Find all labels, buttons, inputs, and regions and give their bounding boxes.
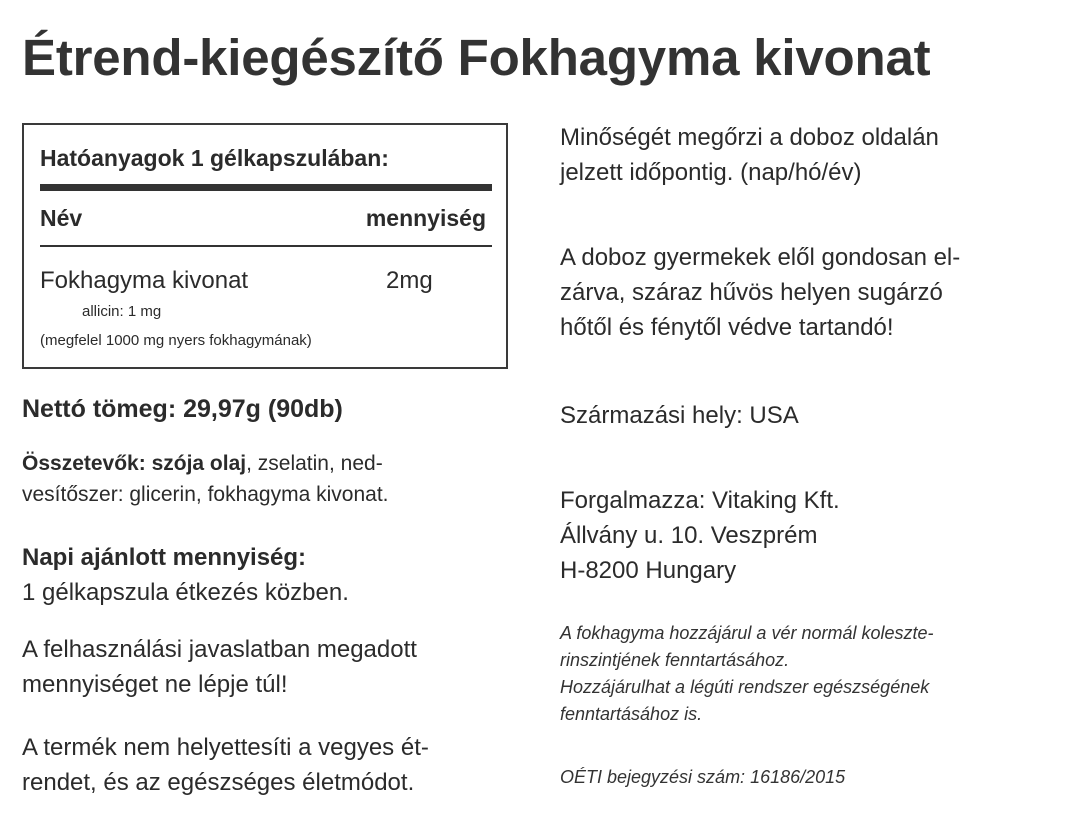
diet-notice-line-1: A termék nem helyettesíti a vegyes ét- bbox=[22, 734, 429, 761]
header-divider bbox=[40, 184, 492, 191]
table-header: Hatóanyagok 1 gélkapszulában: bbox=[40, 145, 389, 171]
daily-dose-label: Napi ajánlott mennyiség: bbox=[22, 544, 307, 571]
diet-notice bbox=[22, 730, 512, 800]
ingredients-line-2: vesítőszer: glicerin, fokhagyma kivonat. bbox=[22, 483, 389, 506]
distributor-country: H-8200 Hungary bbox=[560, 557, 737, 584]
daily-dose bbox=[22, 540, 512, 610]
storage-instructions bbox=[560, 240, 1050, 345]
ingredient-subnote: allicin: 1 mg bbox=[82, 303, 162, 320]
active-ingredients-table bbox=[22, 123, 508, 369]
dose-warning bbox=[22, 632, 512, 702]
column-divider bbox=[40, 245, 492, 247]
ingredients-text: , zselatin, ned- bbox=[246, 452, 383, 475]
ingredient-name: Fokhagyma kivonat bbox=[40, 267, 249, 294]
daily-dose-text: 1 gélkapszula étkezés közben. bbox=[22, 579, 349, 606]
best-before-line-1: Minőségét megőrzi a doboz oldalán bbox=[560, 124, 939, 151]
origin: Származási hely: USA bbox=[560, 402, 799, 429]
best-before-line-2: jelzett időpontig. (nap/hó/év) bbox=[560, 159, 862, 186]
claim-line-1: A fokhagyma hozzájárul a vér normál koleszte- bbox=[560, 623, 934, 643]
claim-line-4: fenntartásához is. bbox=[560, 704, 703, 724]
product-title: Étrend-kiegészítő Fokhagyma kivonat bbox=[22, 29, 931, 86]
claim-line-3: Hozzájárulhat a légúti rendszer egészségének bbox=[560, 677, 930, 697]
storage-line-2: zárva, száraz hűvös helyen sugárzó bbox=[560, 279, 943, 306]
ingredients-line-1 bbox=[22, 448, 512, 479]
registration-number: OÉTI bejegyzési szám: 16186/2015 bbox=[560, 767, 846, 787]
ingredient-quantity: 2mg bbox=[386, 267, 433, 294]
health-claims bbox=[560, 620, 1050, 728]
storage-line-3: hőtől és fénytől védve tartandó! bbox=[560, 314, 894, 341]
ingredient-equivalence-note: (megfelel 1000 mg nyers fokhagymának) bbox=[40, 332, 312, 349]
allergen-soy-oil: szója olaj bbox=[151, 452, 247, 475]
column-header-name: Név bbox=[40, 205, 83, 231]
distributor-address: Állvány u. 10. Veszprém bbox=[560, 522, 818, 549]
ingredients-label: Összetevők: bbox=[22, 452, 146, 475]
diet-notice-line-2: rendet, és az egészséges életmódot. bbox=[22, 769, 415, 796]
storage-line-1: A doboz gyermekek elől gondosan el- bbox=[560, 244, 961, 271]
ingredients-list bbox=[22, 448, 512, 510]
column-header-quantity: mennyiség bbox=[365, 205, 486, 231]
distributor-name: Forgalmazza: Vitaking Kft. bbox=[560, 487, 840, 514]
claim-line-2: rinszintjének fenntartásához. bbox=[560, 650, 790, 670]
distributor bbox=[560, 483, 1050, 588]
dose-warning-line-2: mennyiséget ne lépje túl! bbox=[22, 671, 288, 698]
dose-warning-line-1: A felhasználási javaslatban megadott bbox=[22, 636, 417, 663]
net-weight: Nettó tömeg: 29,97g (90db) bbox=[22, 395, 343, 423]
best-before bbox=[560, 120, 1050, 190]
